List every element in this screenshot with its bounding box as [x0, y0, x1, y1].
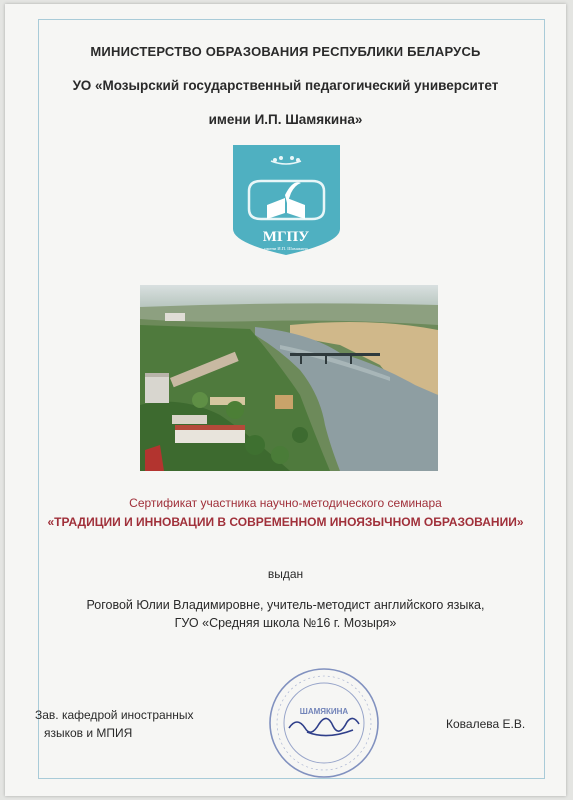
issued-label: выдан [267, 567, 304, 581]
university-name-line2: имени И.П. Шамякина» [208, 112, 363, 127]
certificate-page [5, 4, 566, 796]
stamp-text: ШАМЯКИНА [299, 707, 349, 716]
university-logo [231, 143, 342, 256]
ministry-title: МИНИСТЕРСТВО ОБРАЗОВАНИЯ РЕСПУБЛИКИ БЕЛАРУСЬ [90, 44, 481, 59]
recipient-line2: ГУО «Средняя школа №16 г. Мозыря» [174, 616, 397, 630]
signatory-position-line2: языков и МПИЯ [44, 726, 133, 740]
university-name-line1: УО «Мозырский государственный педагогический университет [72, 78, 499, 93]
recipient-line1: Роговой Юлии Владимировне, учитель-методист английского языка, [86, 598, 485, 612]
official-stamp [267, 666, 381, 780]
signatory-name: Ковалева Е.В. [446, 717, 526, 731]
handwritten-signature [289, 718, 359, 735]
logo-subtitle: имени И.П. Шамякина [264, 246, 308, 251]
seminar-name: «ТРАДИЦИИ И ИННОВАЦИИ В СОВРЕМЕННОМ ИНОЯЗЫЧНОМ ОБРАЗОВАНИИ» [47, 515, 524, 529]
city-river-photo [140, 285, 438, 471]
signatory-position-line1: Зав. кафедрой иностранных [35, 708, 194, 722]
certificate-title: Сертификат участника научно-методического семинара [129, 496, 442, 510]
logo-abbr: МГПУ [262, 229, 310, 245]
